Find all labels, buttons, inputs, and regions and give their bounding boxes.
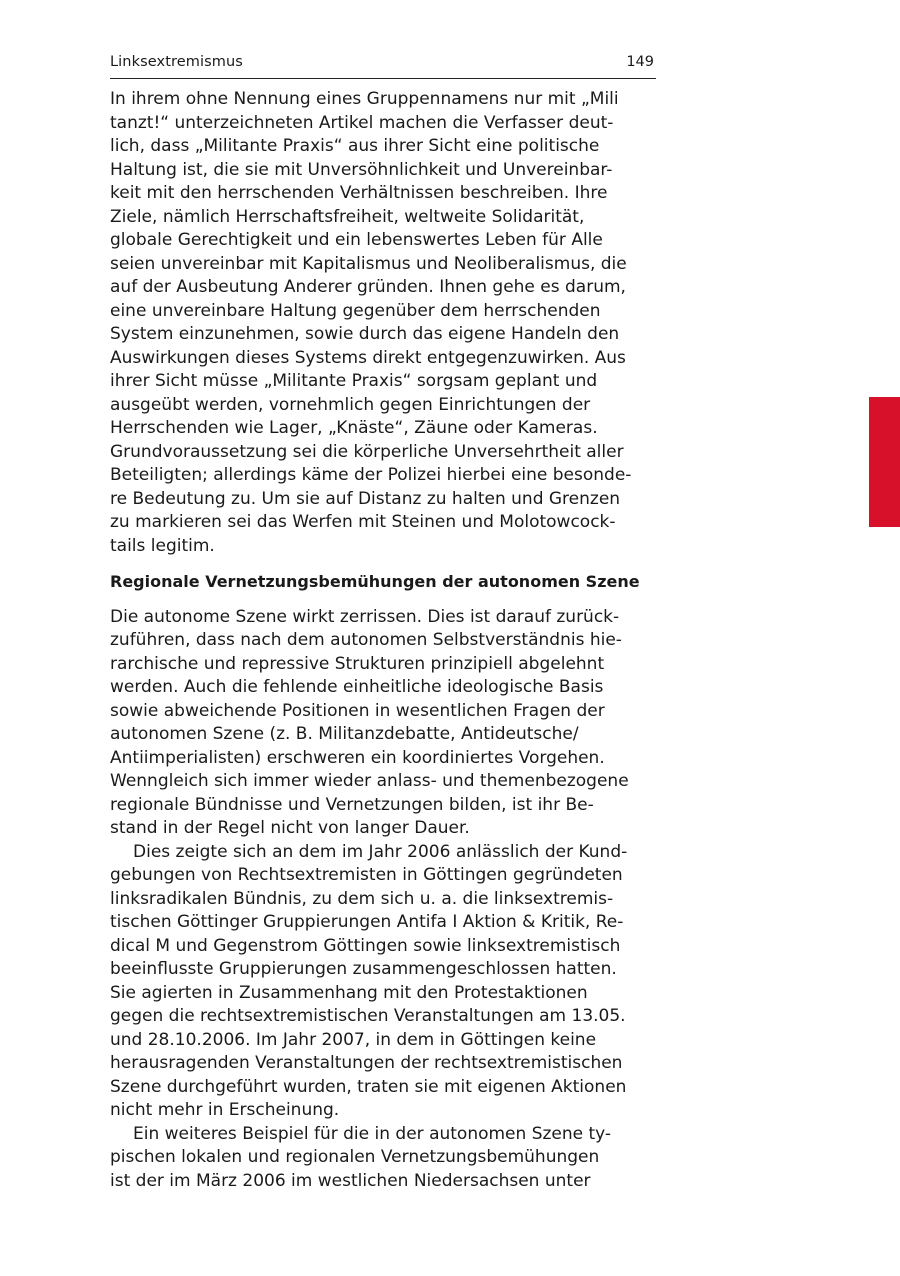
- text-line: Die autonome Szene wirkt zerrissen. Dies ist darauf zurück-: [110, 606, 620, 627]
- text-line: beeinflusste Gruppierungen zusammengeschlossen hatten.: [110, 959, 617, 979]
- text-line: linksradikalen Bündnis, zu dem sich u. a. die linksextremis-: [110, 888, 614, 909]
- spacer: [110, 558, 670, 570]
- running-head: Linksextremismus: [110, 54, 243, 70]
- page-header: [110, 54, 656, 79]
- text-line: Ein weiteres Beispiel für die in der autonomen Szene ty-: [133, 1123, 612, 1144]
- text-line: pischen lokalen und regionalen Vernetzungsbemühungen: [110, 1147, 600, 1167]
- text-line: Herrschenden wie Lager, „Knäste“, Zäune oder Kameras.: [110, 418, 598, 438]
- text-line: tischen Göttinger Gruppierungen Antifa I Aktion & Kritik, Re-: [110, 912, 624, 932]
- text-line: stand in der Regel nicht von langer Dauer.: [110, 818, 470, 838]
- section1-paragraph: [110, 88, 670, 558]
- text-line: nicht mehr in Erscheinung.: [110, 1100, 340, 1120]
- text-line: zuführen, dass nach dem autonomen Selbstverständnis hie-: [110, 630, 622, 650]
- text-line: Sie agierten in Zusammenhang mit den Protestaktionen: [110, 982, 588, 1003]
- text-line: Ziele, nämlich Herrschaftsfreiheit, weltweite Solidarität,: [110, 206, 585, 227]
- text-line: Grundvoraussetzung sei die körperliche Unversehrtheit aller: [110, 441, 624, 462]
- text-line: herausragenden Veranstaltungen der rechtsextremistischen: [110, 1053, 623, 1073]
- page-number: 149: [626, 54, 654, 70]
- page-body: [110, 88, 670, 1193]
- text-line: eine unvereinbare Haltung gegenüber dem herrschenden: [110, 300, 601, 321]
- text-line: regionale Bündnisse und Vernetzungen bilden, ist ihr Be-: [110, 794, 594, 815]
- text-line: gegen die rechtsextremistischen Veranstaltungen am 13.05.: [110, 1006, 626, 1026]
- text-line: ihrer Sicht müsse „Militante Praxis“ sorgsam geplant und: [110, 371, 598, 391]
- text-line: re Bedeutung zu. Um sie auf Distanz zu halten und Grenzen: [110, 488, 621, 509]
- text-line: tails legitim.: [110, 535, 215, 556]
- text-line: zu markieren sei das Werfen mit Steinen und Molotowcock-: [110, 512, 616, 532]
- text-line: Haltung ist, die sie mit Unversöhnlichkeit und Unvereinbar-: [110, 159, 613, 180]
- text-line: Beteiligten; allerdings käme der Polizei hierbei eine besonde-: [110, 465, 632, 485]
- text-line: ist der im März 2006 im westlichen Niedersachsen unter: [110, 1170, 591, 1191]
- text-line: Auswirkungen dieses Systems direkt entgegenzuwirken. Aus: [110, 347, 626, 368]
- section2-paragraph-2: [110, 841, 670, 1123]
- section-heading: Regionale Vernetzungsbemühungen der autonomen Szene: [110, 572, 640, 591]
- text-line: auf der Ausbeutung Anderer gründen. Ihnen gehe es darum,: [110, 277, 626, 297]
- text-line: globale Gerechtigkeit und ein lebenswertes Leben für Alle: [110, 230, 603, 250]
- spacer: [110, 594, 670, 606]
- text-line: tanzt!“ unterzeichneten Artikel machen die Verfasser deut-: [110, 112, 614, 133]
- text-line: sowie abweichende Positionen in wesentlichen Fragen der: [110, 700, 605, 721]
- text-line: werden. Auch die fehlende einheitliche ideologische Basis: [110, 677, 604, 697]
- text-line: lich, dass „Militante Praxis“ aus ihrer Sicht eine politische: [110, 136, 600, 156]
- text-line: keit mit den herrschenden Verhältnissen beschreiben. Ihre: [110, 183, 608, 203]
- text-line: Szene durchgeführt wurden, traten sie mit eigenen Aktionen: [110, 1076, 627, 1097]
- section2-paragraph-3: [110, 1123, 670, 1194]
- text-line: Antiimperialisten) erschweren ein koordiniertes Vorgehen.: [110, 747, 605, 768]
- text-line: Dies zeigte sich an dem im Jahr 2006 anlässlich der Kund-: [133, 841, 628, 862]
- text-line: autonomen Szene (z. B. Militanzdebatte, Antideutsche/: [110, 724, 579, 744]
- text-line: System einzunehmen, sowie durch das eigene Handeln den: [110, 324, 620, 344]
- text-line: und 28.10.2006. Im Jahr 2007, in dem in Göttingen keine: [110, 1029, 597, 1050]
- chapter-tab-marker: [869, 397, 900, 527]
- text-line: dical M und Gegenstrom Göttingen sowie linksextremistisch: [110, 935, 621, 956]
- text-line: ausgeübt werden, vornehmlich gegen Einrichtungen der: [110, 394, 591, 415]
- text-line: seien unvereinbar mit Kapitalismus und Neoliberalismus, die: [110, 253, 627, 274]
- text-line: gebungen von Rechtsextremisten in Göttingen gegründeten: [110, 865, 623, 885]
- text-line: Wenngleich sich immer wieder anlass- und themenbezogene: [110, 771, 629, 791]
- text-line: In ihrem ohne Nennung eines Gruppennamens nur mit „Mili: [110, 89, 619, 109]
- text-line: rarchische und repressive Strukturen prinzipiell abgelehnt: [110, 653, 605, 674]
- section2-paragraph-1: [110, 606, 670, 841]
